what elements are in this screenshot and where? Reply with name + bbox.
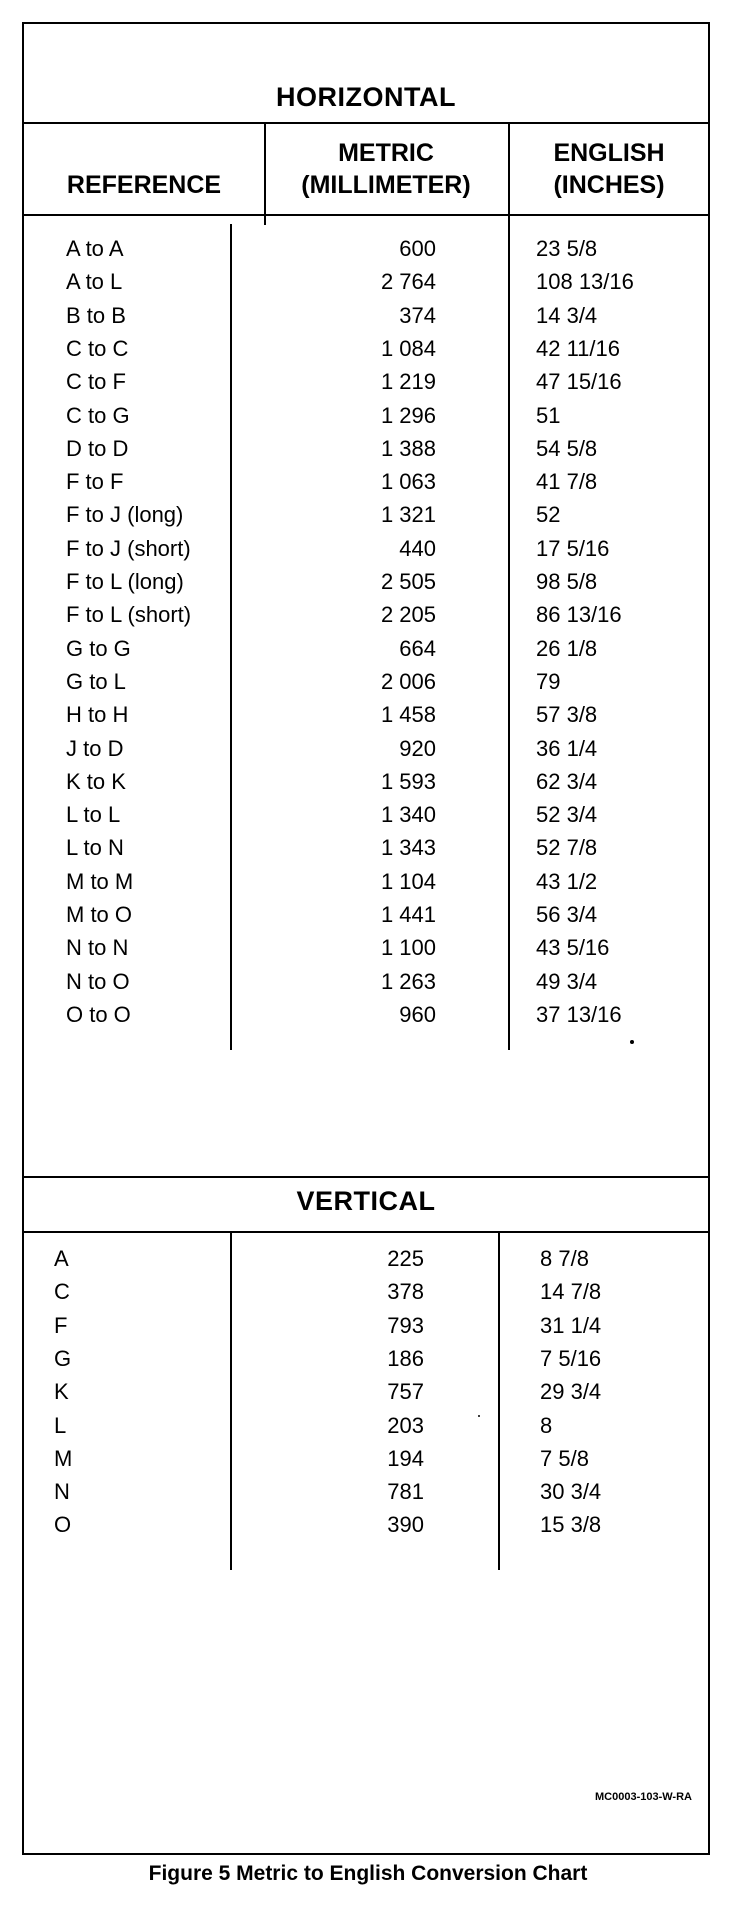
english-cell: 30 3/4 (540, 1479, 602, 1505)
metric-cell: 1 100 (380, 935, 436, 961)
english-cell: 26 1/8 (536, 635, 598, 661)
english-cell: 52 (536, 502, 561, 528)
english-cell: 51 (536, 402, 561, 428)
english-header-line1: ENGLISH (553, 139, 665, 167)
reference-cell: F to L (short) (66, 602, 192, 628)
table-row (24, 1479, 708, 1512)
reference-cell: F to J (long) (66, 502, 184, 528)
reference-cell: G to G (66, 635, 131, 661)
metric-cell: 2 006 (380, 668, 436, 694)
reference-cell: O to O (66, 1001, 131, 1027)
reference-cell: L to N (66, 835, 124, 861)
english-cell: 86 13/16 (536, 602, 622, 628)
reference-cell: F to L (long) (66, 569, 184, 594)
reference-cell: G to L (66, 668, 126, 694)
metric-cell: 1 063 (380, 469, 436, 495)
vertical-title: VERTICAL (296, 1186, 436, 1216)
metric-cell: 440 (399, 535, 436, 561)
horizontal-title-rule (24, 122, 708, 124)
table-row (24, 802, 708, 835)
english-cell: 8 (540, 1412, 553, 1438)
reference-cell: H to H (66, 702, 129, 728)
reference-cell: L to L (66, 802, 121, 828)
conversion-chart-frame (22, 22, 710, 1855)
stray-dot (478, 1415, 480, 1417)
table-row (24, 935, 708, 968)
stray-mark (630, 1040, 634, 1044)
reference-header: REFERENCE (66, 171, 222, 199)
table-row (24, 902, 708, 935)
drawing-code: MC0003-103-W-RA (595, 1791, 692, 1803)
table-row (24, 636, 708, 669)
horizontal-title: HORIZONTAL (276, 82, 456, 112)
metric-cell: 1 441 (380, 902, 436, 927)
reference-cell: C to G (66, 402, 130, 428)
reference-cell: A to A (66, 236, 124, 261)
english-cell: 98 5/8 (536, 569, 598, 594)
metric-cell: 920 (399, 735, 436, 761)
table-row (24, 1512, 708, 1545)
metric-cell: 793 (387, 1312, 424, 1338)
english-cell: 52 7/8 (536, 835, 598, 861)
english-cell: 54 5/8 (536, 435, 598, 461)
table-row (24, 1279, 708, 1312)
table-row (24, 369, 708, 402)
english-cell: 23 5/8 (536, 236, 598, 261)
table-row (24, 502, 708, 535)
metric-cell: 186 (387, 1345, 424, 1371)
english-cell: 57 3/8 (536, 702, 598, 728)
metric-cell: 1 263 (380, 968, 436, 994)
reference-cell: C (54, 1279, 70, 1305)
reference-cell: F to F (66, 469, 124, 495)
metric-cell: 781 (387, 1479, 424, 1505)
reference-cell: M (54, 1445, 73, 1471)
metric-cell: 1 084 (380, 335, 436, 361)
english-cell: 62 3/4 (536, 768, 598, 794)
metric-cell: 203 (387, 1412, 424, 1438)
reference-cell: N to O (66, 968, 130, 994)
reference-cell: A (54, 1246, 69, 1271)
english-cell: 29 3/4 (540, 1379, 602, 1405)
metric-cell: 664 (399, 635, 436, 661)
english-cell: 14 3/4 (536, 302, 598, 328)
table-row (24, 1346, 708, 1379)
table-row (24, 669, 708, 702)
reference-cell: O (54, 1512, 72, 1538)
metric-cell: 2 505 (380, 569, 436, 594)
table-row (24, 1413, 708, 1446)
english-cell: 15 3/8 (540, 1512, 602, 1538)
metric-cell: 374 (399, 302, 436, 328)
english-cell: 37 13/16 (536, 1001, 622, 1027)
table-row (24, 969, 708, 1002)
english-cell: 31 1/4 (540, 1312, 602, 1338)
table-row (24, 602, 708, 635)
table-row (24, 336, 708, 369)
table-row (24, 736, 708, 769)
reference-cell: C to C (66, 335, 129, 361)
header-divider-1 (264, 123, 266, 225)
metric-cell: 1 343 (380, 835, 436, 861)
table-row (24, 536, 708, 569)
table-row (24, 835, 708, 868)
vertical-top-rule (24, 1176, 708, 1178)
table-row (24, 702, 708, 735)
english-cell: 7 5/8 (540, 1445, 589, 1471)
reference-cell: K (54, 1379, 69, 1405)
table-row (24, 303, 708, 336)
table-row (24, 269, 708, 302)
english-cell: 36 1/4 (536, 735, 598, 761)
vertical-title-rule (24, 1231, 708, 1233)
metric-cell: 378 (387, 1279, 424, 1305)
metric-header-line1: METRIC (338, 139, 434, 167)
english-cell: 79 (536, 668, 561, 694)
metric-cell: 960 (399, 1001, 436, 1027)
reference-cell: J to D (66, 735, 124, 761)
table-row (24, 469, 708, 502)
metric-cell: 757 (387, 1379, 424, 1405)
table-row (24, 403, 708, 436)
reference-cell: C to F (66, 369, 126, 395)
english-cell: 56 3/4 (536, 902, 598, 927)
header-bottom-rule (24, 214, 708, 216)
reference-cell: D to D (66, 435, 129, 461)
english-cell: 17 5/16 (536, 535, 610, 561)
reference-cell: F (54, 1312, 68, 1338)
metric-cell: 1 340 (380, 802, 436, 828)
reference-cell: A to L (66, 269, 123, 295)
table-row (24, 569, 708, 602)
metric-cell: 1 593 (380, 768, 436, 794)
table-row (24, 869, 708, 902)
english-cell: 8 7/8 (540, 1246, 589, 1271)
english-cell: 47 15/16 (536, 369, 622, 395)
reference-cell: G (54, 1345, 72, 1371)
reference-cell: F to J (short) (66, 535, 191, 561)
metric-cell: 2 205 (380, 602, 436, 628)
table-row (24, 1002, 708, 1035)
table-row (24, 436, 708, 469)
metric-header-line2: (MILLIMETER) (301, 171, 471, 199)
english-cell: 52 3/4 (536, 802, 598, 828)
metric-cell: 1 321 (380, 502, 436, 528)
table-row (24, 1313, 708, 1346)
reference-cell: K to K (66, 768, 126, 794)
header-divider-2 (508, 123, 510, 225)
english-cell: 43 5/16 (536, 935, 610, 961)
metric-cell: 1 296 (380, 402, 436, 428)
english-cell: 108 13/16 (536, 269, 634, 295)
reference-cell: L (54, 1412, 67, 1438)
table-row (24, 1446, 708, 1479)
metric-cell: 2 764 (380, 269, 436, 295)
table-row (24, 769, 708, 802)
reference-cell: M to O (66, 902, 133, 927)
metric-cell: 225 (387, 1246, 424, 1271)
metric-cell: 1 104 (380, 868, 436, 894)
reference-cell: N (54, 1479, 70, 1505)
english-header-line2: (INCHES) (553, 171, 665, 199)
metric-cell: 390 (387, 1512, 424, 1538)
table-row (24, 1246, 708, 1279)
figure-caption: Figure 5 Metric to English Conversion Chart (148, 1862, 588, 1885)
table-row (24, 1379, 708, 1412)
metric-cell: 1 219 (380, 369, 436, 395)
reference-cell: N to N (66, 935, 129, 961)
english-cell: 7 5/16 (540, 1345, 602, 1371)
metric-cell: 1 388 (380, 435, 436, 461)
english-cell: 14 7/8 (540, 1279, 602, 1305)
english-cell: 49 3/4 (536, 968, 598, 994)
metric-cell: 600 (399, 236, 436, 261)
metric-cell: 1 458 (380, 702, 436, 728)
english-cell: 43 1/2 (536, 868, 598, 894)
metric-cell: 194 (387, 1445, 424, 1471)
reference-cell: B to B (66, 302, 126, 328)
table-row (24, 236, 708, 269)
english-cell: 41 7/8 (536, 469, 598, 495)
english-cell: 42 11/16 (536, 335, 621, 361)
reference-cell: M to M (66, 868, 134, 894)
